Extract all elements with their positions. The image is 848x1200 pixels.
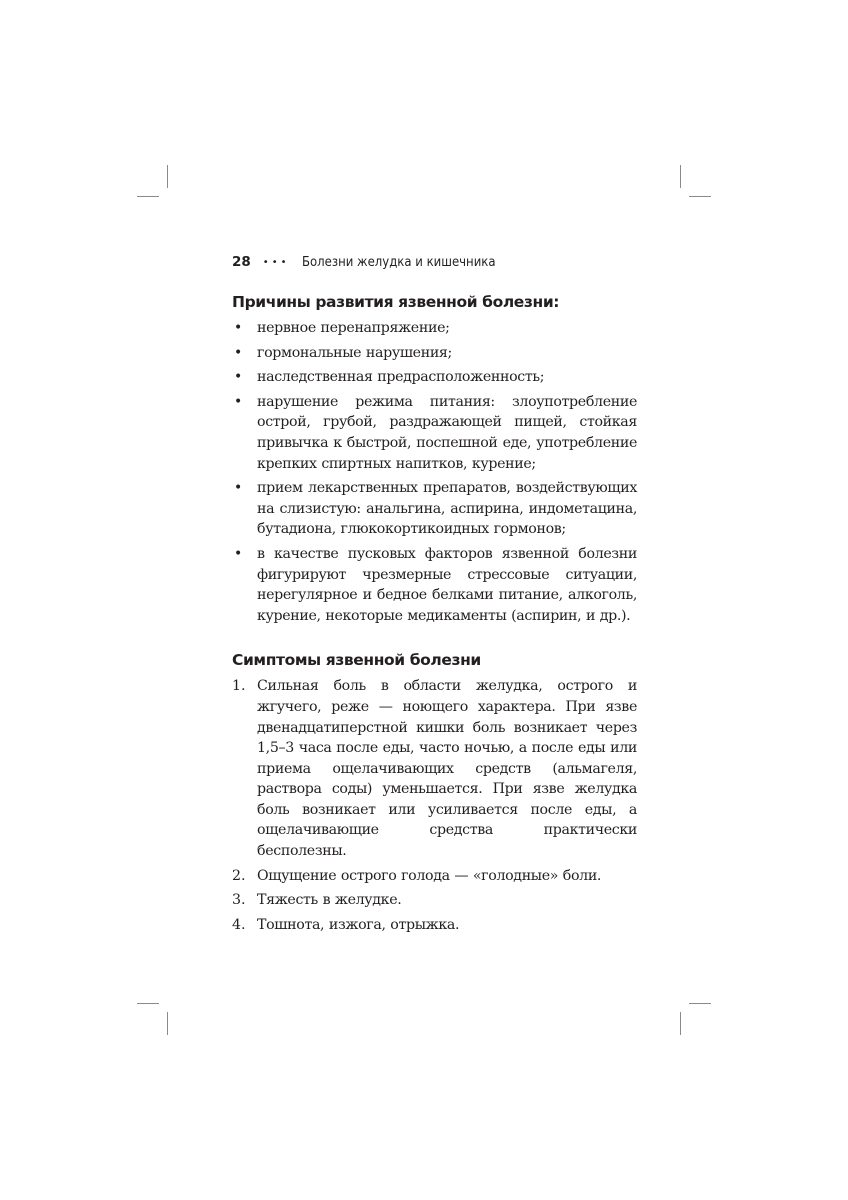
page-body (232, 290, 637, 939)
causes-list (232, 318, 637, 626)
item-number: 2. (232, 867, 246, 884)
crop-mark-bottom-right-vertical (680, 1012, 681, 1035)
list-item: • прием лекарственных препаратов, воздействующих на слизистую: анальгина, аспирина, индометацина, бутадиона, глюкокортикоидных гормонов; (234, 480, 637, 538)
list-item: • в качестве пусковых факторов язвенной болезни фигурируют чрезмерные стрессовые ситуации, нерегулярное и бедное белками питание, алкоголь, курение, некоторые медикаменты (аспирин, и др.). (234, 545, 637, 624)
bullet-icon: • (234, 545, 243, 562)
crop-mark-top-left-horizontal (137, 196, 159, 197)
crop-mark-bottom-left-vertical (167, 1012, 168, 1035)
list-item: 4. Тошнота, изжога, отрыжка. (232, 915, 637, 936)
running-header (232, 254, 517, 270)
crop-mark-top-right-horizontal (689, 196, 711, 197)
bullet-icon: • (234, 393, 243, 410)
bullet-icon: • (234, 320, 243, 336)
item-number: 1. (232, 678, 246, 695)
crop-mark-bottom-left-horizontal (137, 1003, 159, 1004)
causes-heading: Причины развития язвенной болезни: (232, 293, 560, 311)
item-number: 3. (232, 892, 246, 909)
bullet-icon: • (234, 369, 243, 386)
list-item: 1. Сильная боль в области желудка, острого и жгучего, реже — ноющего характера. При язве двенадцатиперстной кишки боль возникает через 1,5–3 часа после еды, часто ночью, а после еды или приема ощелачивающих средств (альмагеля, раствора соды) уменьшается. При язве желудка боль возникает или усиливается после еды, а ощелачивающие средства практически бесполезны. (232, 678, 637, 860)
symptoms-list (232, 676, 637, 935)
list-item: 3. Тяжесть в желудке. (232, 890, 637, 911)
list-item: 2. Ощущение острого голода — «голодные» боли. (232, 866, 637, 887)
symptoms-heading: Симптомы язвенной болезни (232, 651, 481, 670)
crop-mark-bottom-right-horizontal (689, 1003, 711, 1004)
item-number: 4. (232, 916, 246, 933)
page-number: 28 (232, 254, 251, 270)
bullet-icon: • (234, 344, 243, 361)
running-title: Болезни желудка и кишечника (301, 254, 496, 270)
header-separator: ••• (262, 256, 290, 268)
bullet-icon: • (234, 480, 243, 497)
crop-mark-top-left-vertical (167, 165, 168, 188)
list-item: • наследственная предрасположенность; (232, 367, 637, 388)
list-item: • гормональные нарушения; (232, 343, 637, 364)
list-item: • нарушение режима питания: злоупотребление острой, грубой, раздражающей пищей, стойкая привычка к быстрой, поспешной еде, употребление крепких спиртных напитков, курение; (234, 393, 637, 472)
crop-mark-top-right-vertical (680, 165, 681, 188)
list-item: • нервное перенапряжение; (232, 318, 637, 339)
